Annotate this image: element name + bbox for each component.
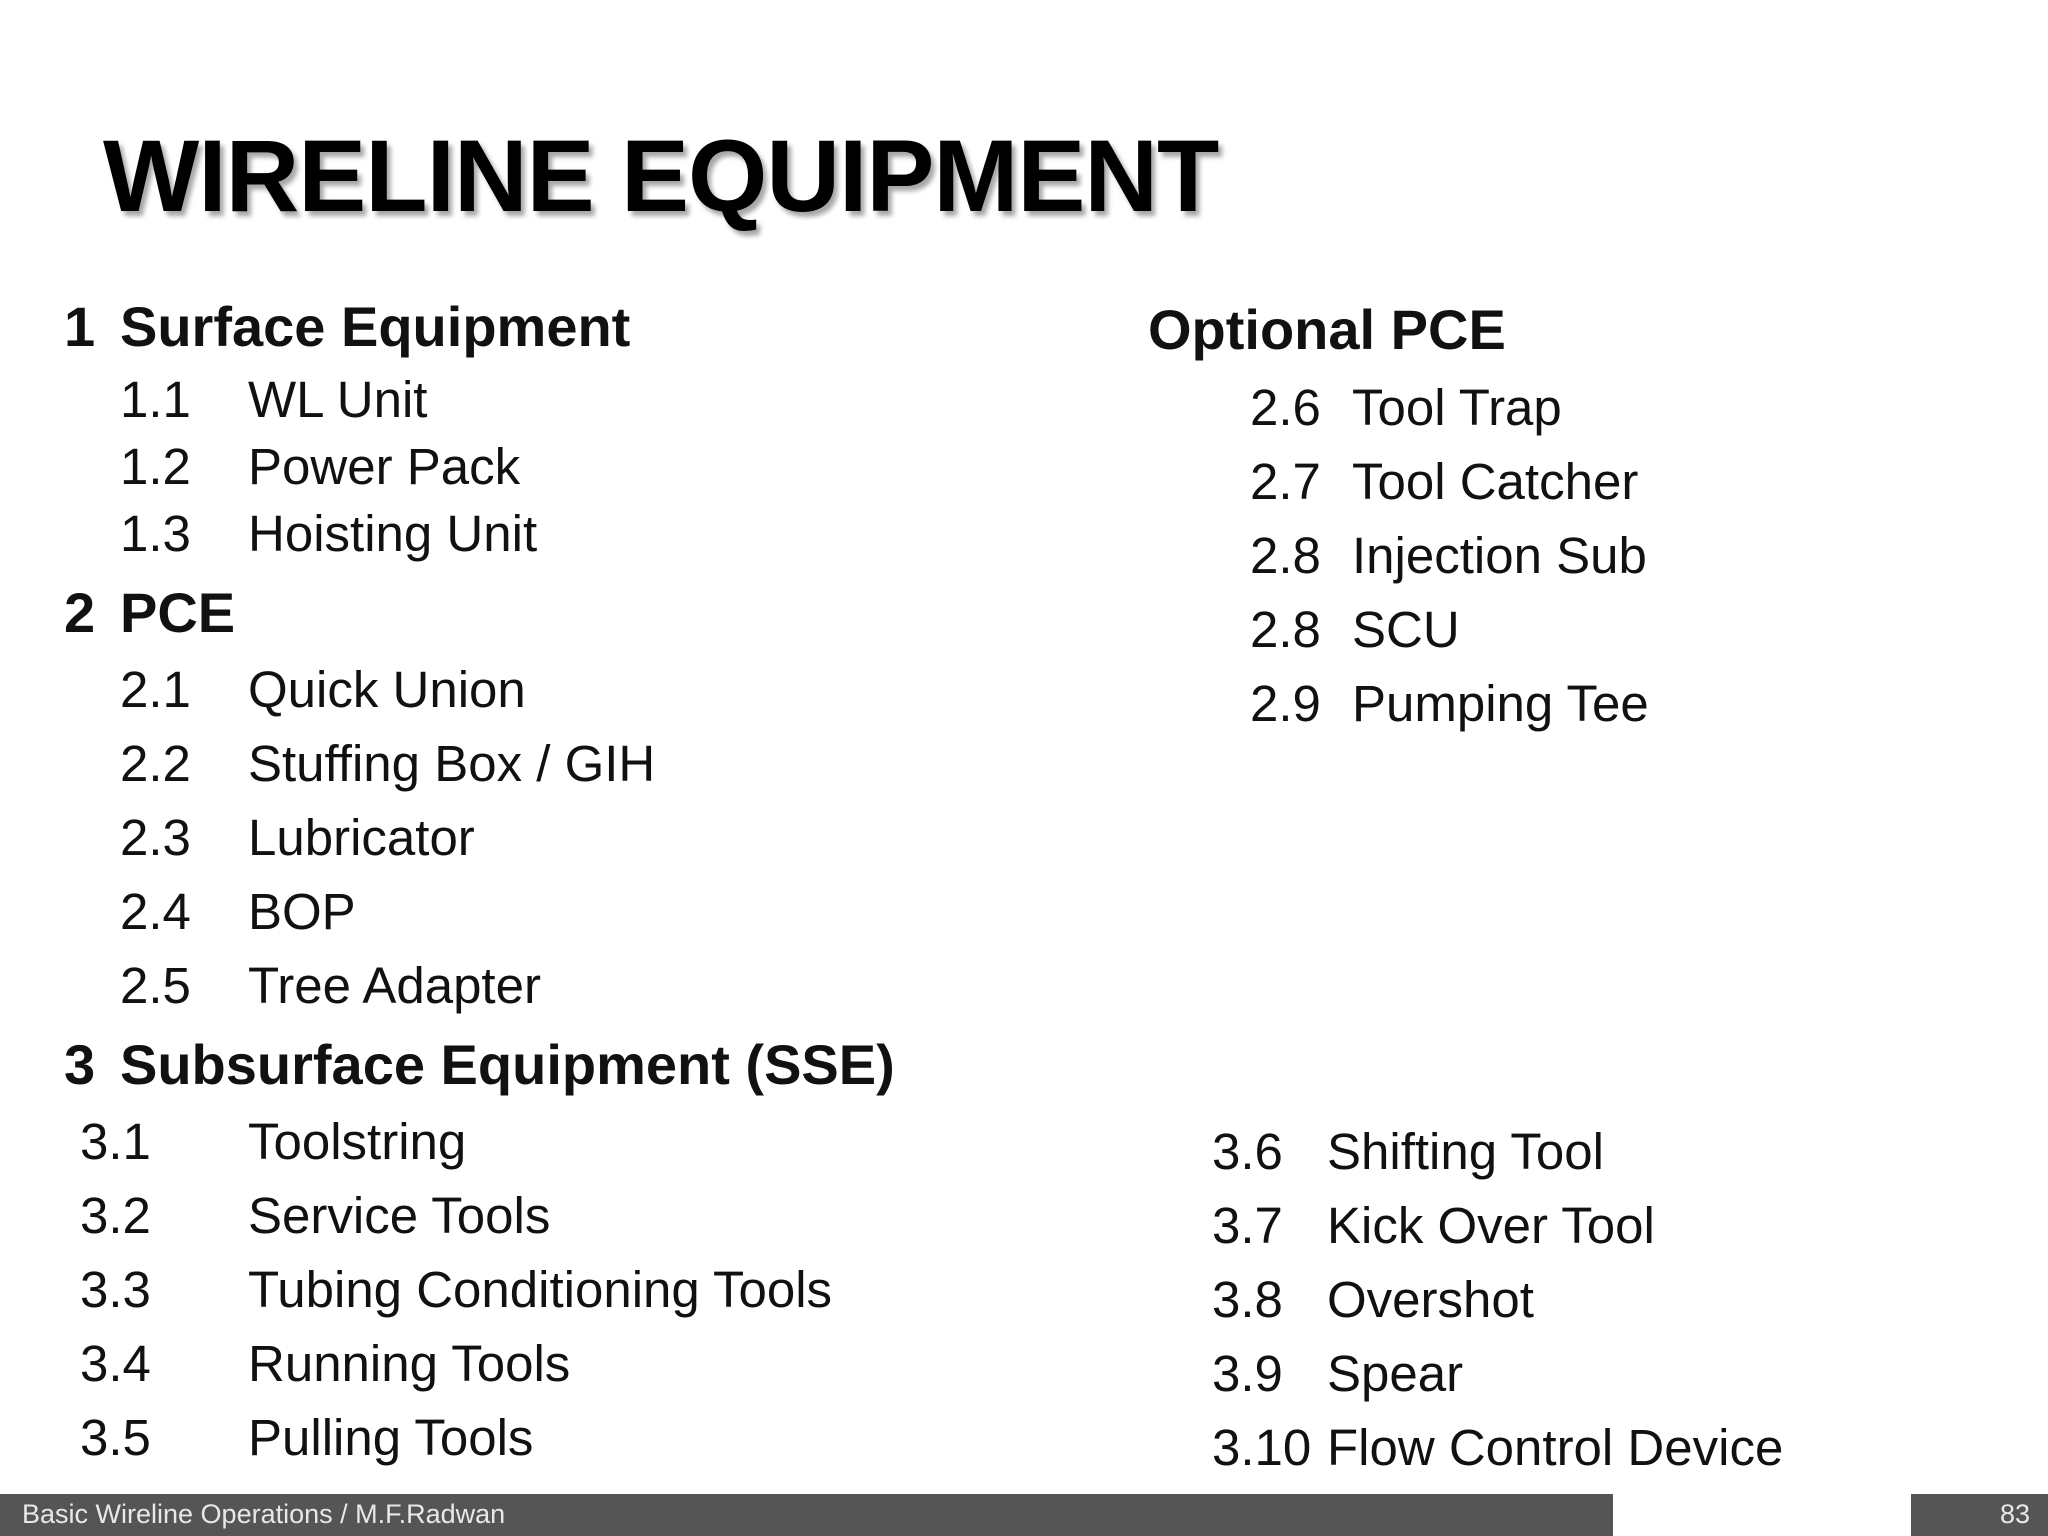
section-3-title: Subsurface Equipment (SSE) <box>120 1033 895 1096</box>
footer-bar <box>0 1494 1613 1536</box>
item-label: Shifting Tool <box>1327 1123 1604 1180</box>
section-2-number: 2 <box>64 581 96 644</box>
item-number: 2.5 <box>120 957 191 1014</box>
item-number: 2.8 <box>1250 527 1321 584</box>
item-number: 2.1 <box>120 661 191 718</box>
item-label: Pulling Tools <box>248 1409 534 1466</box>
item-label: Spear <box>1327 1345 1464 1402</box>
item-label: Running Tools <box>248 1335 571 1392</box>
item-number: 3.2 <box>80 1187 151 1244</box>
page-number: 83 <box>1999 1499 2030 1529</box>
item-label: Kick Over Tool <box>1327 1197 1655 1254</box>
item-label: WL Unit <box>248 371 428 428</box>
item-label: Overshot <box>1327 1271 1534 1328</box>
item-label: Toolstring <box>248 1113 467 1170</box>
item-number: 1.3 <box>120 505 191 562</box>
section-2-title: PCE <box>120 581 236 644</box>
item-label: Flow Control Device <box>1327 1419 1784 1476</box>
item-number: 2.9 <box>1250 675 1321 732</box>
item-number: 2.2 <box>120 735 191 792</box>
section-1-title: Surface Equipment <box>120 295 631 358</box>
item-label: Injection Sub <box>1352 527 1647 584</box>
item-label: Stuffing Box / GIH <box>248 735 656 792</box>
item-number: 3.5 <box>80 1409 151 1466</box>
item-number: 3.6 <box>1212 1123 1283 1180</box>
item-label: SCU <box>1352 601 1460 658</box>
item-number: 3.1 <box>80 1113 151 1170</box>
item-number: 2.8 <box>1250 601 1321 658</box>
item-label: Power Pack <box>248 438 521 495</box>
item-number: 3.7 <box>1212 1197 1283 1254</box>
item-number: 2.6 <box>1250 379 1321 436</box>
item-label: BOP <box>248 883 356 940</box>
item-number: 2.7 <box>1250 453 1321 510</box>
item-label: Service Tools <box>248 1187 551 1244</box>
item-label: Tubing Conditioning Tools <box>248 1261 833 1318</box>
item-number: 2.4 <box>120 883 191 940</box>
item-label: Pumping Tee <box>1352 675 1649 732</box>
item-label: Lubricator <box>248 809 475 866</box>
item-number: 2.3 <box>120 809 191 866</box>
item-number: 3.8 <box>1212 1271 1283 1328</box>
item-number: 3.10 <box>1212 1419 1312 1476</box>
optional-pce-title: Optional PCE <box>1148 298 1506 361</box>
item-number: 1.1 <box>120 371 191 428</box>
item-number: 3.3 <box>80 1261 151 1318</box>
item-label: Hoisting Unit <box>248 505 538 562</box>
item-label: Tool Catcher <box>1352 453 1639 510</box>
item-label: Quick Union <box>248 661 526 718</box>
section-3-number: 3 <box>64 1033 96 1096</box>
item-number: 3.4 <box>80 1335 151 1392</box>
item-label: Tree Adapter <box>248 957 541 1014</box>
item-number: 3.9 <box>1212 1345 1283 1402</box>
item-label: Tool Trap <box>1352 379 1562 436</box>
footer-text: Basic Wireline Operations / M.F.Radwan <box>22 1499 506 1529</box>
page-number-bar <box>1911 1494 2048 1536</box>
item-number: 1.2 <box>120 438 191 495</box>
slide-title: WIRELINE EQUIPMENT <box>103 119 1219 233</box>
section-1-number: 1 <box>64 295 96 358</box>
